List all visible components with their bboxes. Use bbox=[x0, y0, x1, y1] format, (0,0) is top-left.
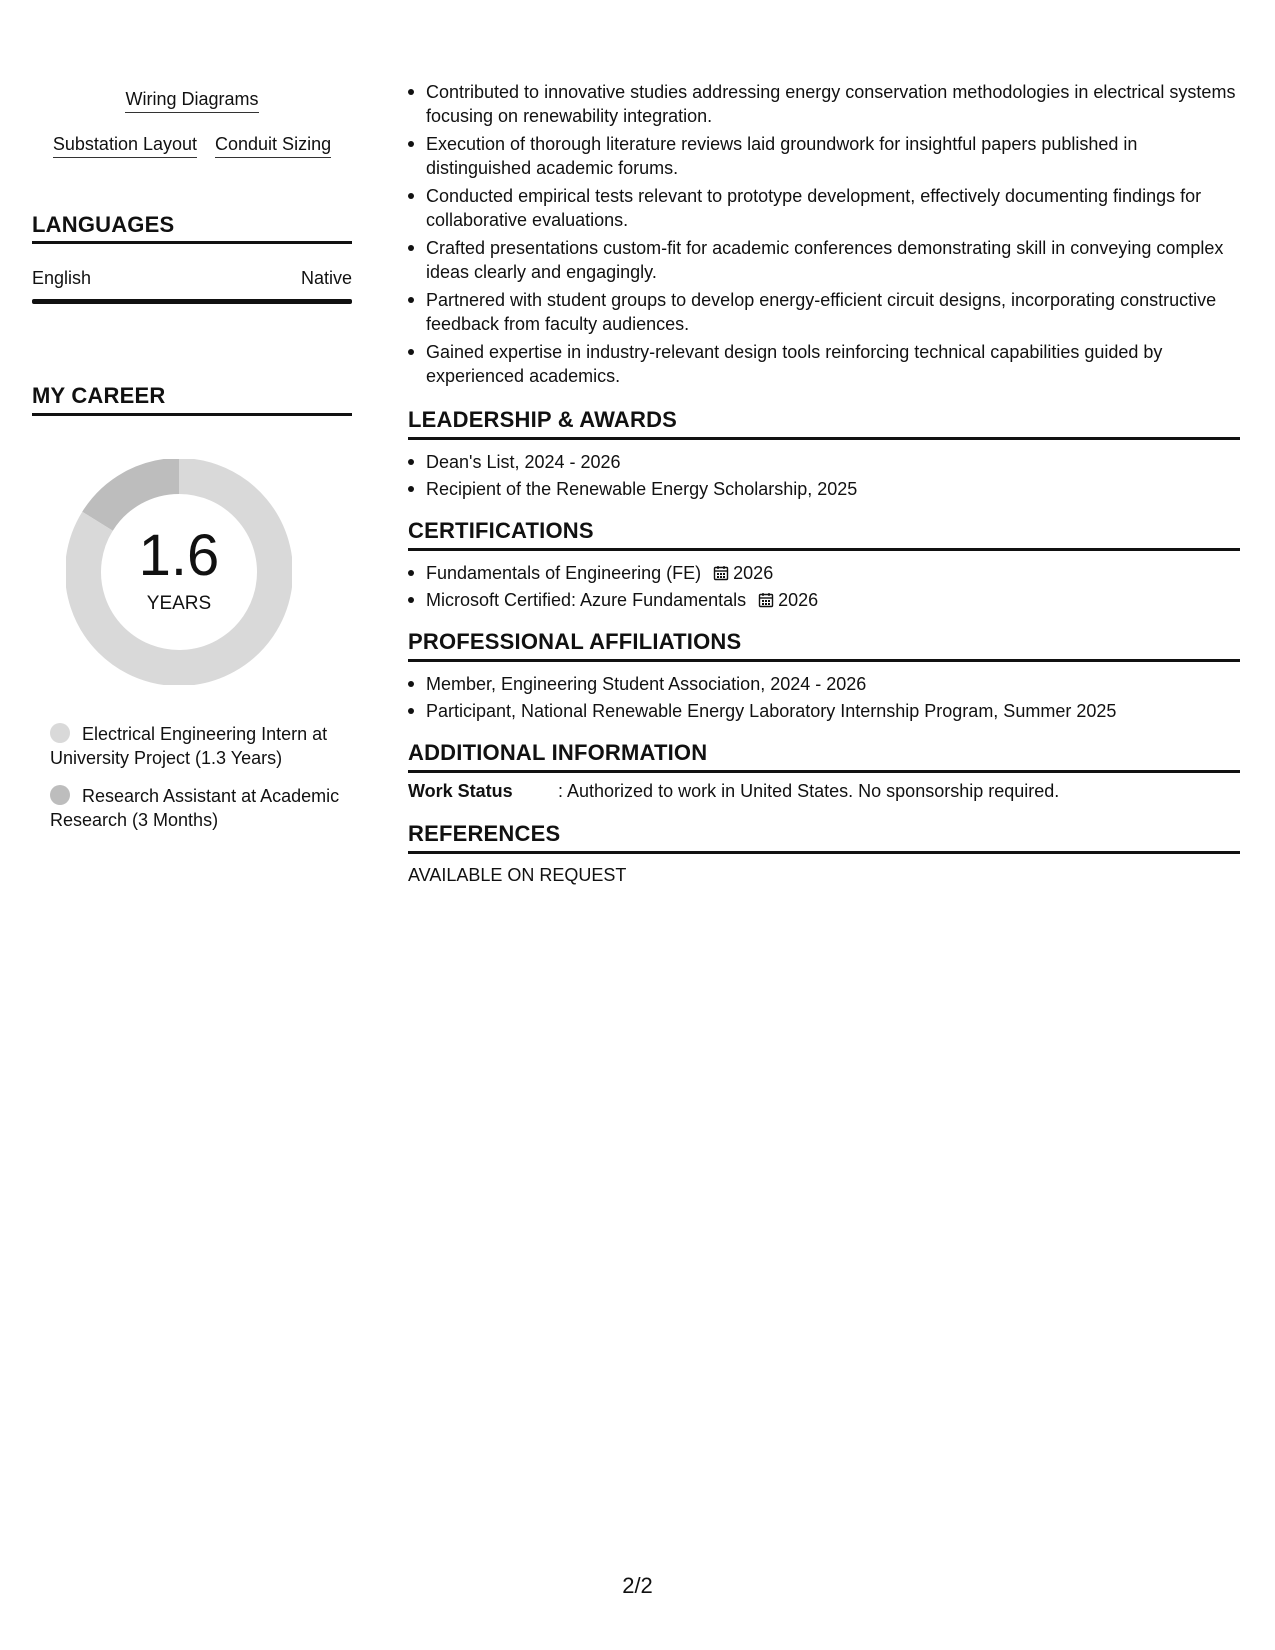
certification-name: Microsoft Certified: Azure Fundamentals bbox=[426, 590, 747, 610]
skill-tag: Wiring Diagrams bbox=[125, 88, 258, 113]
experience-bullet: Conducted empirical tests relevant to prototype development, effectively documenting findings for collaborative evaluations. bbox=[408, 184, 1240, 232]
certification-year: 2026 bbox=[733, 563, 774, 583]
skill-tag: Substation Layout bbox=[53, 133, 197, 158]
calendar-icon bbox=[758, 592, 774, 608]
language-name: English bbox=[32, 268, 92, 288]
work-status-row bbox=[408, 780, 1059, 802]
experience-bullet: Execution of thorough literature reviews laid groundwork for insightful papers published in distinguished academic forums. bbox=[408, 132, 1240, 180]
certification-item bbox=[408, 588, 1240, 612]
additional-title: ADDITIONAL INFORMATION bbox=[408, 740, 708, 765]
experience-bullets bbox=[408, 80, 1240, 392]
work-status-label: Work Status bbox=[408, 781, 513, 801]
leadership-section bbox=[408, 407, 1240, 501]
additional-section bbox=[408, 740, 1240, 773]
language-row bbox=[32, 267, 352, 289]
section-divider bbox=[408, 770, 1240, 773]
certifications-title: CERTIFICATIONS bbox=[408, 518, 594, 543]
languages-divider bbox=[32, 241, 352, 244]
career-title: MY CAREER bbox=[32, 383, 166, 408]
section-divider bbox=[408, 548, 1240, 551]
references-text: AVAILABLE ON REQUEST bbox=[408, 865, 627, 885]
leadership-list bbox=[408, 450, 1240, 501]
career-legend-label: Research Assistant at Academic Research (3 Months) bbox=[50, 786, 340, 830]
references-title: REFERENCES bbox=[408, 821, 561, 846]
language-level: Native bbox=[300, 268, 352, 288]
career-donut-chart bbox=[66, 459, 292, 685]
certifications-list bbox=[408, 561, 1240, 612]
experience-bullet: Partnered with student groups to develop energy-efficient circuit designs, incorporating constructive feedback from faculty audiences. bbox=[408, 288, 1240, 336]
section-divider bbox=[408, 437, 1240, 440]
legend-dot-icon bbox=[50, 723, 70, 743]
donut-segment bbox=[98, 476, 179, 521]
leadership-item: Dean's List, 2024 - 2026 bbox=[408, 450, 1240, 474]
certification-year: 2026 bbox=[778, 590, 819, 610]
skills-row bbox=[32, 88, 352, 113]
experience-bullet: Crafted presentations custom-fit for academic conferences demonstrating skill in conveying complex ideas clearly and engagingly. bbox=[408, 236, 1240, 284]
affiliation-item: Participant, National Renewable Energy Laboratory Internship Program, Summer 2025 bbox=[408, 699, 1240, 723]
work-status-value: : Authorized to work in United States. No sponsorship required. bbox=[558, 781, 1060, 801]
experience-bullet: Contributed to innovative studies addressing energy conservation methodologies in electrical systems focusing on renewability integration. bbox=[408, 80, 1240, 128]
affiliations-title: PROFESSIONAL AFFILIATIONS bbox=[408, 629, 742, 654]
certification-item bbox=[408, 561, 1240, 585]
leadership-title: LEADERSHIP & AWARDS bbox=[408, 407, 678, 432]
experience-bullet: Gained expertise in industry-relevant design tools reinforcing technical capabilities guided by experienced academics. bbox=[408, 340, 1240, 388]
career-legend-item bbox=[50, 722, 340, 770]
career-legend-label: Electrical Engineering Intern at University Project (1.3 Years) bbox=[50, 724, 328, 768]
career-years-unit: YEARS bbox=[146, 593, 212, 614]
skills-row bbox=[32, 133, 352, 158]
career-divider bbox=[32, 413, 352, 416]
skill-tag: Conduit Sizing bbox=[215, 133, 331, 158]
section-divider bbox=[408, 659, 1240, 662]
leadership-item: Recipient of the Renewable Energy Scholarship, 2025 bbox=[408, 477, 1240, 501]
affiliations-section bbox=[408, 629, 1240, 723]
career-legend-item bbox=[50, 784, 340, 832]
affiliation-item: Member, Engineering Student Association, 2024 - 2026 bbox=[408, 672, 1240, 696]
calendar-icon bbox=[713, 565, 729, 581]
affiliations-list bbox=[408, 672, 1240, 723]
legend-dot-icon bbox=[50, 785, 70, 805]
language-level-bar bbox=[32, 299, 352, 304]
page-number: 2/2 bbox=[622, 1573, 653, 1598]
career-total-years: 1.6 bbox=[138, 523, 220, 588]
languages-title: LANGUAGES bbox=[32, 212, 175, 237]
section-divider bbox=[408, 851, 1240, 854]
certifications-section bbox=[408, 518, 1240, 612]
references-section bbox=[408, 821, 1240, 854]
certification-name: Fundamentals of Engineering (FE) bbox=[426, 563, 702, 583]
